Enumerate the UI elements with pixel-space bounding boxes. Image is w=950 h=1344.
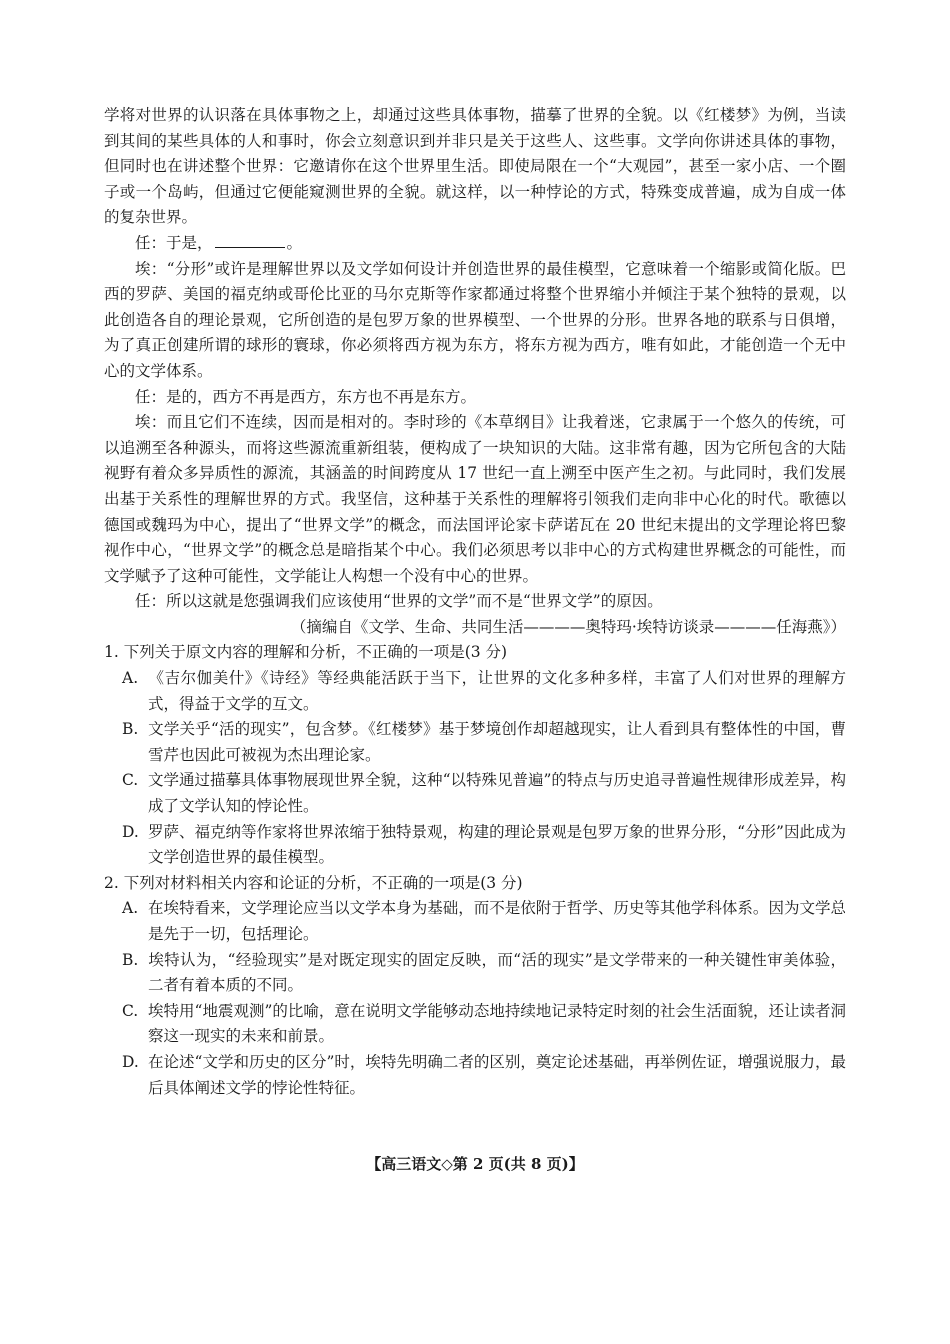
question-1-option-d <box>104 820 846 871</box>
option-letter: A. <box>122 899 139 918</box>
source-citation: （摘编自《文学、生命、共同生活————奥特玛·埃特访谈录————任海燕》） <box>290 617 846 636</box>
question-2-option-b <box>104 948 846 999</box>
paragraph-2-prefix: 任：于是， <box>135 233 213 252</box>
paragraph-1: 学将对世界的认识落在具体事物之上，却通过这些具体事物，描摹了世界的全貌。以《红楼梦》为例，当读到其间的某些具体的人和事时，你会立刻意识到并非只是关于这些人、这些事。文学向你讲述具体的事物，但同时也在讲述整个世界：它邀请你在这个世界里生活。即使局限在一个“大观园”，甚至一家小店、一个圈子或一个岛屿，但通过它便能窥测世界的全貌。就这样，以一种悖论的方式，特殊变成普遍，成为自成一体的复杂世界。 <box>104 106 846 227</box>
question-1-option-b <box>104 717 846 768</box>
option-letter: D. <box>122 1052 139 1071</box>
option-text: 《吉尔伽美什》《诗经》等经典能活跃于当下，让世界的文化多种多样，丰富了人们对世界的理解方式，得益于文学的互文。 <box>148 669 846 713</box>
question-2-stem: 2. 下列对材料相关内容和论证的分析，不正确的一项是(3 分) <box>104 873 523 892</box>
page-footer: 【高三语文◇第 2 页(共 8 页)】 <box>366 1155 584 1173</box>
paragraph-2 <box>104 231 846 257</box>
option-text: 文学关乎“活的现实”，包含梦。《红楼梦》基于梦境创作却超越现实，让人看到具有整体性的中国，曹雪芹也因此可被视为杰出理论家。 <box>148 720 846 764</box>
question-2-option-a <box>104 896 846 947</box>
question-1-stem: 1. 下列关于原文内容的理解和分析，不正确的一项是(3 分) <box>104 643 508 662</box>
question-1-option-a <box>104 666 846 717</box>
paragraph-3: 埃：“分形”或许是理解世界以及文学如何设计并创造世界的最佳模型，它意味着一个缩影或简化版。巴西的罗萨、美国的福克纳或哥伦比亚的马尔克斯等作家都通过将整个世界缩小并倾注于某个独特的景观，以此创造各自的理论景观，它所创造的是包罗万象的世界模型、一个世界的分形。世界各地的联系与日俱增，为了真正创建所谓的球形的寰球，你必须将西方视为东方，将东方视为西方，唯有如此，才能创造一个无中心的文学体系。 <box>104 259 846 380</box>
paragraph-2-suffix: 。 <box>286 233 303 252</box>
option-letter: C. <box>122 771 139 790</box>
option-text: 罗萨、福克纳等作家将世界浓缩于独特景观，构建的理论景观是包罗万象的世界分形，“分形”因此成为文学创造世界的最佳模型。 <box>148 822 846 867</box>
option-text: 在埃特看来，文学理论应当以文学本身为基础，而不是依附于哲学、历史等其他学科体系。因为文学总是先于一切，包括理论。 <box>148 899 846 943</box>
option-letter: A. <box>122 669 139 688</box>
paragraph-6: 任：所以这就是您强调我们应该使用“世界的文学”而不是“世界文学”的原因。 <box>135 592 663 611</box>
question-2 <box>104 871 846 1101</box>
answer-blank <box>215 233 285 248</box>
option-text: 埃特认为，“经验现实”是对既定现实的固定反映，而“活的现实”是文学带来的一种关键性审美体验，二者有着本质的不同。 <box>148 950 846 995</box>
document-page <box>104 103 846 1101</box>
option-letter: D. <box>122 822 139 841</box>
question-2-option-d <box>104 1050 846 1101</box>
question-1-option-c <box>104 768 846 819</box>
question-1 <box>104 640 846 870</box>
option-letter: B. <box>122 950 139 969</box>
option-letter: C. <box>122 1001 139 1020</box>
paragraph-5: 埃：而且它们不连续，因而是相对的。李时珍的《本草纲目》让我着迷，它隶属于一个悠久的传统，可以追溯至各种源头，而将这些源流重新组装，便构成了一块知识的大陆。这非常有趣，因为它所包含的大陆视野有着众多异质性的源流，其涵盖的时间跨度从 17 世纪一直上溯至中医产生之初。与此同时，我们发展出基于关系性的理解世界的方式。我坚信，这种基于关系性的理解将引领我们走向非中心化的时代。歌德以德国或魏玛为中心，提出了“世界文学”的概念，而法国评论家卡萨诺瓦在 20 世纪末提出的文学理论将巴黎视作中心，“世界文学”的概念总是暗指某个中心。我们必须思考以非中心的方式构建世界概念的可能性，而文学赋予了这种可能性，文学能让人构想一个没有中心的世界。 <box>104 413 846 585</box>
paragraph-4: 任：是的，西方不再是西方，东方也不再是东方。 <box>135 387 477 406</box>
option-text: 文学通过描摹具体事物展现世界全貌，这种“以特殊见普遍”的特点与历史追寻普遍性规律形成差异，构成了文学认知的悖论性。 <box>148 771 846 816</box>
question-2-option-c <box>104 999 846 1050</box>
option-text: 在论述“文学和历史的区分”时，埃特先明确二者的区别，奠定论述基础，再举例佐证，增强说服力，最后具体阐述文学的悖论性特征。 <box>148 1052 846 1097</box>
option-letter: B. <box>122 720 139 739</box>
option-text: 埃特用“地震观测”的比喻，意在说明文学能够动态地持续地记录特定时刻的社会生活面貌，还让读者洞察这一现实的未来和前景。 <box>148 1001 846 1046</box>
